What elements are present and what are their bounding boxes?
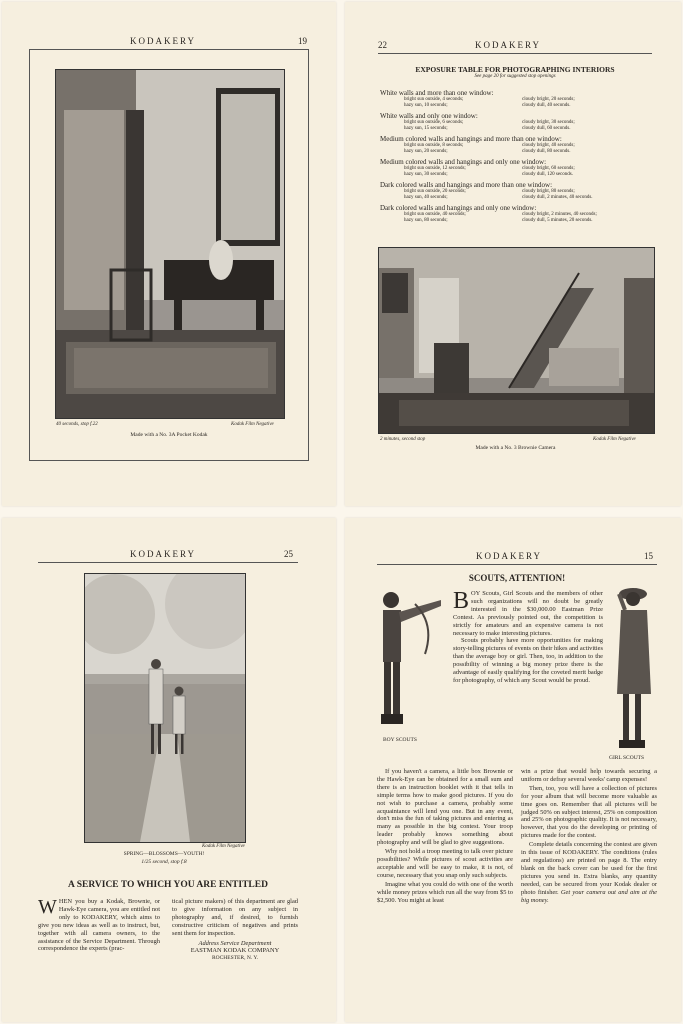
staircase-photo-drawing <box>379 248 654 433</box>
paragraph-6: win a prize that would help towards securing a uniform or defray several weeks' camp expenses! <box>521 768 657 783</box>
exposure-left <box>380 189 522 201</box>
header-rule <box>377 564 657 565</box>
article-column-2 <box>172 898 298 963</box>
exposure-heading: White walls and only one window: <box>380 112 478 120</box>
article-text-2: tical picture makers) of this department are glad to give information on any subject in photography and, if desired, to furnish constructive criticism of negatives and prints sent them for inspection. <box>172 898 298 937</box>
running-header: KODAKERY <box>476 551 543 561</box>
exposure-right-1: cloudy bright, 60 seconds; <box>522 166 575 171</box>
page-number: 19 <box>298 36 307 46</box>
exposure-left <box>380 97 522 109</box>
exposure-right-2: cloudy dull, 60 seconds. <box>522 126 571 131</box>
running-header: KODAKERY <box>475 40 542 50</box>
interior-photo <box>55 69 285 419</box>
exposure-right <box>522 97 575 109</box>
exposure-values <box>380 166 655 178</box>
article-text-1: HEN you buy a Kodak, Brownie, or Hawk-Eye camera, you are entitled not only to KODAKERY, which aims to give you new ideas as well as to instruct, but, together with all camera owners, to the assistance of the Service Department. Through correspondence the experts (prac- <box>38 898 160 953</box>
exposure-heading: White walls and more than one window: <box>380 89 494 97</box>
running-header: KODAKERY <box>130 549 197 559</box>
exposure-left-1: bright sun outside, 6 seconds; <box>404 120 464 125</box>
header-rule <box>38 562 298 563</box>
photo-title: SPRING—BLOSSOMS—YOUTH! <box>123 851 205 857</box>
exposure-values <box>380 189 655 201</box>
photo-credit-caption: Kodak Film Negative <box>593 437 636 442</box>
exposure-right <box>522 212 597 224</box>
photo-exposure-caption: 2 minutes, second stop <box>380 437 426 442</box>
exposure-row <box>380 135 655 155</box>
exposure-right-2: cloudy dull, 80 seconds. <box>522 149 571 154</box>
paragraph-2: Scouts probably have more opportunities for making story-telling pictures of events on their hikes and activities than the average boy or girl. Then, too, in addition to the possibility of winning a big money prize there is the advantage of easily qualifying for the coveted merit badge for photography, of which any Scout would be proud. <box>453 637 603 684</box>
exposure-left-1: bright sun outside, 40 seconds; <box>404 212 466 217</box>
exposure-left-2: hazy sun, 30 seconds; <box>404 172 448 177</box>
running-header: KODAKERY <box>130 36 197 46</box>
exposure-right-2: cloudy dull, 2 minutes, 40 seconds. <box>522 195 593 200</box>
page-22 <box>345 2 681 506</box>
exposure-values <box>380 212 655 224</box>
article-title: SCOUTS, ATTENTION! <box>468 573 566 583</box>
header-rule <box>378 53 652 54</box>
page-15 <box>345 518 681 1022</box>
exposure-left <box>380 120 522 132</box>
exposure-left-2: hazy sun, 40 seconds; <box>404 195 448 200</box>
exposure-row <box>380 181 655 201</box>
paragraph-8-closing: Get your camera out and aim at the big money. <box>521 888 657 904</box>
article-column-1 <box>38 898 160 953</box>
exposure-left-1: bright sun outside, 12 seconds; <box>404 166 466 171</box>
drop-cap: W <box>38 896 57 918</box>
page-25 <box>2 518 336 1022</box>
girl-scout-illustration <box>607 584 657 754</box>
exposure-right-2: cloudy dull, 40 seconds. <box>522 103 571 108</box>
interior-photo-drawing <box>56 70 284 418</box>
exposure-left-2: hazy sun, 15 seconds; <box>404 126 448 131</box>
photo-exposure-caption: 40 seconds, stop f.22 <box>56 422 98 427</box>
exposure-right <box>522 143 575 155</box>
exposure-heading: Dark colored walls and hangings and only one window: <box>380 204 537 212</box>
exposure-values <box>380 97 655 109</box>
exposure-row <box>380 112 655 132</box>
exposure-left <box>380 166 522 178</box>
page-19 <box>2 2 336 506</box>
article-column-intro <box>453 590 603 686</box>
spring-photo-drawing <box>85 574 245 842</box>
exposure-left-1: bright sun outside, 20 seconds; <box>404 189 466 194</box>
exposure-right <box>522 166 575 178</box>
exposure-values <box>380 143 655 155</box>
exposure-row <box>380 158 655 178</box>
exposure-heading: Medium colored walls and hangings and only one window: <box>380 158 547 166</box>
exposure-row <box>380 204 655 224</box>
exposure-left-2: hazy sun, 20 seconds; <box>404 149 448 154</box>
paragraph-4: Why not hold a troop meeting to talk over picture possibilities? While pictures of scout activities are acceptable and will be easy to make, it is not, of course, necessary that you snap only such subjects. <box>377 848 513 879</box>
drop-cap: B <box>453 588 470 614</box>
article-column-right <box>521 768 657 905</box>
camera-caption: Made with a No. 3 Brownie Camera <box>475 445 556 451</box>
exposure-left-2: hazy sun, 10 seconds; <box>404 103 448 108</box>
exposure-left <box>380 212 522 224</box>
article-title: A SERVICE TO WHICH YOU ARE ENTITLED <box>68 880 268 890</box>
exposure-heading: Medium colored walls and hangings and more than one window: <box>380 135 562 143</box>
exposure-left-1: bright sun outside, 8 seconds; <box>404 143 464 148</box>
exposure-heading: Dark colored walls and hangings and more than one window: <box>380 181 553 189</box>
article-column-left <box>377 768 513 905</box>
exposure-right-1: cloudy bright, 30 seconds; <box>522 120 575 125</box>
table-title: EXPOSURE TABLE FOR PHOTOGRAPHING INTERIORS <box>415 65 615 74</box>
exposure-right <box>522 120 575 132</box>
page-number: 15 <box>644 551 653 561</box>
exposure-left-2: hazy sun, 80 seconds; <box>404 218 448 223</box>
signature-line-3: ROCHESTER, N. Y. <box>212 955 258 962</box>
camera-caption: Made with a No. 3A Pocket Kodak <box>130 432 208 438</box>
exposure-left <box>380 143 522 155</box>
paragraph-5: Imagine what you could do with one of the worth while money prizes which run all the way from $5 to $2,500. You might at least <box>377 880 513 904</box>
spring-photo <box>84 573 246 843</box>
exposure-right-1: cloudy bright, 40 seconds; <box>522 143 575 148</box>
photo-exposure: 1/25 second, stop f.8 <box>141 859 187 865</box>
exposure-values <box>380 120 655 132</box>
paragraph-8 <box>521 841 657 904</box>
paragraph-3: If you haven't a camera, a little box Brownie or the Hawk-Eye can be obtained for a small sum and there is an instruction booklet with it that tells in simple terms how to make good pictures. If you do not wish to purchase a camera, probably some acquaintance will lend you one. But in any event, don't miss the fun of taking pictures and entering as many as possible in the big contest. Your troop leader probably knows something about photography and will be glad to give suggestions. <box>377 768 513 847</box>
photo-credit-caption: Kodak Film Negative <box>231 422 274 427</box>
exposure-right-1: cloudy bright, 80 seconds; <box>522 189 575 194</box>
page-number: 22 <box>378 40 387 50</box>
paragraph-8-text: Complete details concerning the contest are given in this issue of KODAKERY. The conditions (rules and regulations) are printed on page 8. The entry blank on the back cover can be used for the first pictures you send in. Extra blanks, any quantity needed, can be secured from your Kodak dealer or photo finisher. <box>521 841 657 896</box>
table-subtitle: See page 20 for suggested stop openings <box>474 74 556 79</box>
exposure-right-1: cloudy bright, 20 seconds; <box>522 97 575 102</box>
signature-line-2: EASTMAN KODAK COMPANY <box>190 947 280 955</box>
staircase-photo <box>378 247 655 434</box>
photo-credit-caption: Kodak Film Negative <box>202 844 245 849</box>
girl-scouts-label: GIRL SCOUTS <box>609 755 645 761</box>
exposure-table <box>380 89 655 227</box>
boy-scouts-label: BOY SCOUTS <box>383 737 417 743</box>
boy-scout-illustration <box>375 584 447 754</box>
page-number: 25 <box>284 549 293 559</box>
exposure-right-2: cloudy dull, 5 minutes, 20 seconds. <box>522 218 593 223</box>
exposure-left-1: bright sun outside, 4 seconds; <box>404 97 464 102</box>
signature-line-1: Address Service Department <box>198 939 272 947</box>
exposure-right-2: cloudy dull, 120 seconds. <box>522 172 573 177</box>
paragraph-7: Then, too, you will have a collection of pictures for your album that will become more valuable as time goes on. Remember that all pictures will be judged 50% on subject interest, 25% on composition and 25% on photographic quality. It is not necessary, however, that you do the developing or printing of pictures made for the contest. <box>521 784 657 840</box>
exposure-row <box>380 89 655 109</box>
paragraph-1: OY Scouts, Girl Scouts and the members of other such organizations will no doubt be greatly interested in the $30,000.00 Eastman Prize Contest. As previously pointed out, the competition is strictly for amateurs and an expensive camera is not necessary to make interesting pictures. <box>453 590 603 637</box>
exposure-right <box>522 189 593 201</box>
exposure-right-1: cloudy bright, 2 minutes, 40 seconds; <box>522 212 597 217</box>
